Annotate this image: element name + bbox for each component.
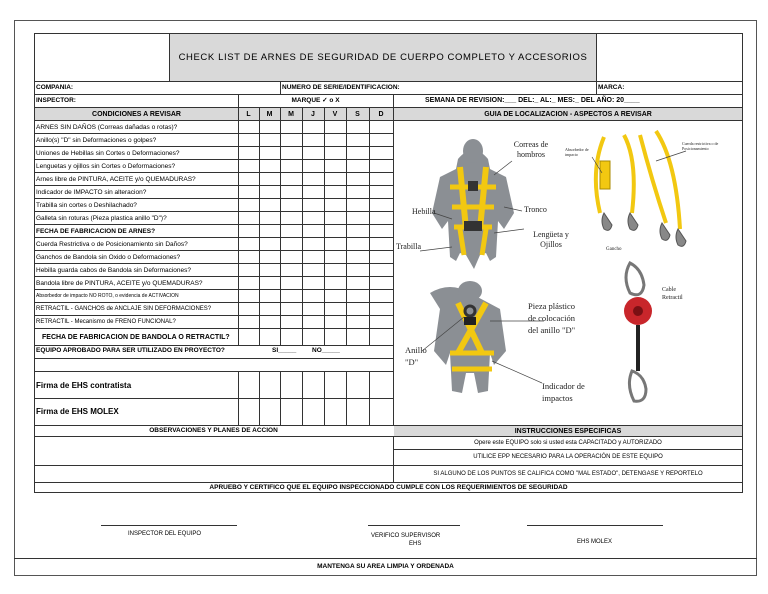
day-S: S	[355, 111, 360, 118]
day-M2: M	[288, 111, 294, 118]
label-correas: Correas de hombros	[513, 140, 549, 159]
label-anillo: Anillo "D"	[405, 345, 427, 367]
sign-ehs-molex-label: EHS MOLEX	[577, 539, 613, 545]
label-indicador: Indicador de impactos	[542, 381, 585, 403]
sign-line-ehs-molex	[527, 525, 663, 526]
sign-verifico-label: VERIFICO SUPERVISOR	[371, 533, 441, 539]
label-pieza: Pieza plástico de colocación del anillo "D"	[528, 301, 576, 335]
sign-line-inspector	[101, 525, 237, 526]
sign-inspector-label: INSPECTOR DEL EQUIPO	[128, 531, 202, 537]
day-M1: M	[266, 111, 273, 118]
day-D: D	[378, 111, 384, 118]
week-field[interactable]: SEMANA DE REVISION:___ DEL:_ AL:_ MES:_ DEL AÑO: 20____	[425, 97, 640, 104]
observations-title: OBSERVACIONES Y PLANES DE ACCION	[149, 427, 278, 434]
condition-row: RETRACTIL - GANCHOS de ANCLAJE SIN DEFORMACIONES?	[36, 306, 212, 312]
fab-date-bandola-label: FECHA DE FABRICACION DE BANDOLA O RETRACTIL?	[42, 334, 230, 341]
condition-row: Arnes libre de PINTURA, ACEITE y/o QUEMADURAS?	[36, 176, 196, 183]
condition-row: Absorbedor de impacto NO ROTO, o evidencia de ACTIVACION	[36, 293, 179, 299]
sign-ehs-molex: Firma de EHS MOLEX	[36, 407, 119, 416]
label-trabilla: Trabilla	[396, 242, 422, 251]
label-tronco: Tronco	[524, 205, 547, 214]
inspector-label: INSPECTOR:	[36, 97, 76, 104]
condition-row: Indicador de IMPACTO sin alteracion?	[36, 189, 147, 196]
condition-row: Ganchos de Bandola sin Oxido o Deformaciones?	[36, 254, 181, 261]
conditions-title: CONDICIONES A REVISAR	[92, 111, 181, 118]
condition-row: Anillo(s) "D" sin Deformaciones o golpes?	[36, 137, 157, 144]
retractil-figure	[624, 263, 652, 401]
condition-row: RETRACTIL - Mecanismo de FRENO FUNCIONAL?	[36, 319, 176, 325]
label-absorbedor: Absorbedor de impacto	[565, 147, 589, 157]
instruction-line: SI ALGUNO DE LOS PUNTOS SE CALIFICA COMO "MAL ESTADO", DETENGASE Y REPORTELO	[433, 471, 703, 477]
condition-row: Trabilla sin cortes o Deshilachado?	[36, 202, 137, 209]
label-gancho: Gancho	[606, 247, 622, 252]
brand-label: MARCA:	[598, 84, 625, 91]
label-hebilla: Hebilla	[412, 207, 436, 216]
label-cuerda: Cuerda restrictiva o de Posicionamiento	[682, 141, 719, 151]
condition-row: Bandola libre de PINTURA, ACEITE y/o QUEMADURAS?	[36, 280, 203, 287]
company-label: COMPANIA:	[36, 84, 74, 91]
approved-no[interactable]: NO_____	[312, 347, 340, 354]
day-V: V	[332, 111, 338, 118]
form-title: CHECK LIST DE ARNES DE SEGURIDAD DE CUERPO COMPLETO Y ACCESORIOS	[178, 52, 588, 63]
footer-slogan: MANTENGA SU AREA LIMPIA Y ORDENADA	[317, 563, 454, 570]
sign-ehs-label: EHS	[409, 541, 422, 547]
condition-row: ARNES SIN DAÑOS (Correas dañadas o rotas)?	[36, 124, 178, 131]
instructions-title: INSTRUCCIONES ESPECIFICAS	[514, 428, 622, 435]
guide-title: GUIA DE LOCALIZACION - ASPECTOS A REVISAR	[484, 111, 652, 118]
fab-date-arnes-row: FECHA DE FABRICACION DE ARNES?	[36, 228, 156, 235]
condition-row: Hebilla guarda cabos de Bandola sin Deformaciones?	[36, 267, 192, 274]
condition-row: Galleta sin roturas (Pieza plastica anillo "D")?	[36, 215, 167, 222]
condition-row: Cuerda Restrictiva o de Posicionamiento sin Daños?	[36, 241, 188, 248]
harness-front-figure	[432, 139, 514, 269]
day-J: J	[311, 111, 315, 118]
day-L: L	[246, 111, 251, 118]
condition-row: Uniones de Hebillas sin Cortes o Deformaciones?	[36, 150, 180, 157]
instruction-line: UTILICE EPP NECESARIO PARA LA OPERACIÓN DE ESTE EQUIPO	[473, 454, 663, 460]
serial-label: NUMERO DE SERIE/IDENTIFICACION:	[282, 84, 400, 91]
approved-label: EQUIPO APROBADO PARA SER UTILIZADO EN PROYECTO?	[36, 347, 225, 354]
lanyard-figure	[596, 131, 686, 246]
mark-instruction: MARQUE ✓ o X	[291, 97, 340, 104]
instruction-line: Opere este EQUIPO solo si usted esta CAPACITADO y AUTORIZADO	[474, 440, 662, 446]
label-cable: Cable Retractil	[662, 287, 683, 301]
harness-back-figure	[430, 281, 506, 393]
condition-row: Lenguetas y ojillos sin Cortes o Deformaciones?	[36, 163, 176, 170]
approved-si[interactable]: SI_____	[272, 347, 297, 354]
certify-statement: APRUEBO Y CERTIFICO QUE EL EQUIPO INSPECCIONADO CUMPLE CON LOS REQUERIMIENTOS DE SEGURIDAD	[209, 484, 568, 491]
sign-line-supervisor	[368, 525, 460, 526]
sign-ehs-contratista: Firma de EHS contratista	[36, 381, 132, 390]
label-lengueta: Lengüeta y Ojillos	[533, 230, 569, 249]
